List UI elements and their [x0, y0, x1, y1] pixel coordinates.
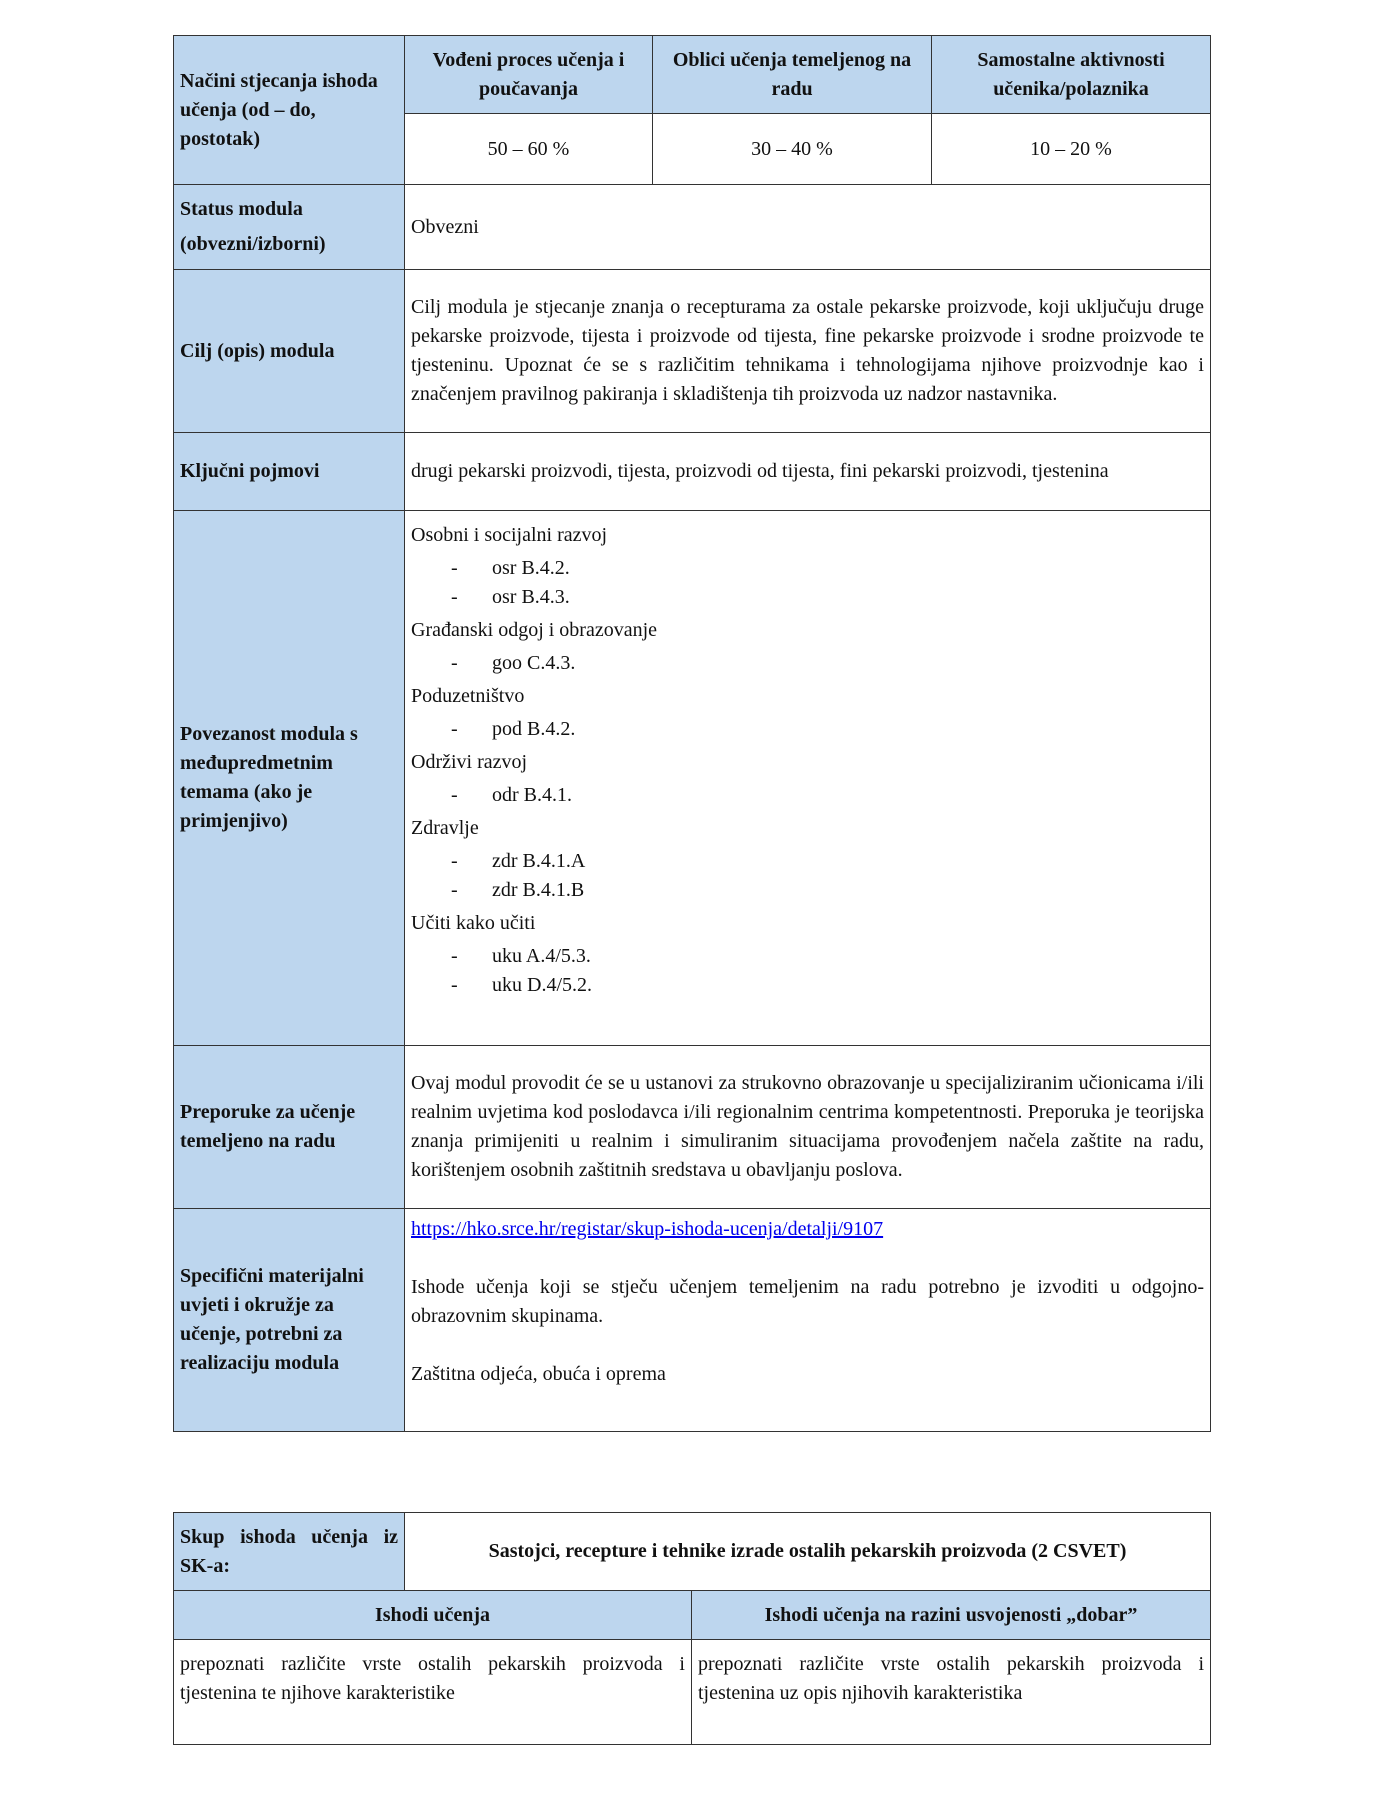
cross-curricular-group	[411, 521, 1204, 612]
keywords-value: drugi pekarski proizvodi, tijesta, proizvodi od tijesta, fini pekarski proizvodi, tjestenina	[405, 433, 1211, 511]
method-value-independent: 10 – 20 %	[932, 114, 1211, 185]
bullet-dash: -	[451, 879, 458, 901]
cross-curricular-value	[405, 511, 1211, 1046]
outcome-good-cell: prepoznati različite vrste ostalih pekarskih proizvoda i tjestenina uz opis njihovih karakteristika	[692, 1640, 1211, 1745]
bullet-dash: -	[451, 784, 458, 806]
bullet-dash: -	[451, 718, 458, 740]
group-item	[411, 942, 1204, 971]
group-item	[411, 971, 1204, 1000]
conditions-label: Specifični materijalni uvjeti i okružje za učenje, potrebni za realizaciju modula	[174, 1209, 405, 1432]
wbl-recommendations-label: Preporuke za učenje temeljeno na radu	[174, 1046, 405, 1209]
item-code: odr B.4.1.	[492, 784, 572, 806]
cross-curricular-group	[411, 814, 1204, 905]
methods-label: Načini stjecanja ishoda učenja (od – do, postotak)	[174, 36, 405, 185]
cross-curricular-group	[411, 748, 1204, 810]
item-code: zdr B.4.1.A	[492, 850, 586, 872]
item-code: pod B.4.2.	[492, 718, 576, 740]
method-header-guided: Vođeni proces učenja i poučavanja	[405, 36, 653, 114]
method-header-independent: Samostalne aktivnosti učenika/polaznika	[932, 36, 1211, 114]
outcomes-good-header: Ishodi učenja na razini usvojenosti „dobar”	[692, 1591, 1211, 1640]
group-title: Građanski odgoj i obrazovanje	[411, 619, 658, 641]
outcome-set-title: Sastojci, recepture i tehnike izrade ostalih pekarskih proizvoda (2 CSVET)	[405, 1513, 1211, 1591]
bullet-dash: -	[451, 586, 458, 608]
bullet-dash: -	[451, 974, 458, 996]
group-item	[411, 649, 1204, 678]
group-item	[411, 583, 1204, 612]
bullet-dash: -	[451, 945, 458, 967]
item-code: uku D.4/5.2.	[492, 974, 592, 996]
item-code: zdr B.4.1.B	[492, 879, 585, 901]
item-code: uku A.4/5.3.	[492, 945, 591, 967]
group-title: Zdravlje	[411, 817, 479, 839]
group-item	[411, 847, 1204, 876]
group-item	[411, 715, 1204, 744]
method-value-guided: 50 – 60 %	[405, 114, 653, 185]
conditions-value	[405, 1209, 1211, 1432]
group-item	[411, 554, 1204, 583]
bullet-dash: -	[451, 557, 458, 579]
conditions-paragraph: Ishode učenja koji se stječu učenjem temeljenim na radu potrebno je izvoditi u odgojno-obrazovnim skupinama.	[411, 1276, 1204, 1327]
cross-curricular-group	[411, 909, 1204, 1000]
group-title: Učiti kako učiti	[411, 912, 536, 934]
group-title: Poduzetništvo	[411, 685, 525, 707]
cross-curricular-group	[411, 682, 1204, 744]
group-title: Osobni i socijalni razvoj	[411, 524, 608, 546]
group-title: Održivi razvoj	[411, 751, 528, 773]
wbl-recommendations-value: Ovaj modul provodit će se u ustanovi za strukovno obrazovanje u specijaliziranim učionicama i/ili realnim uvjetima kod poslodavca i/ili regionalnim centrima kompetentnosti. Preporuka je teorijska znanja primijeniti u realnim i simuliranim situacijama provođenjem načela zaštite na radu, korištenjem osobnih zaštitnih sredstava u obavljanju poslova.	[405, 1046, 1211, 1209]
status-label: Status modula (obvezni/izborni)	[174, 185, 405, 270]
cross-curricular-label: Povezanost modula s međupredmetnim temama (ako je primjenjivo)	[174, 511, 405, 1046]
method-value-wbl: 30 – 40 %	[653, 114, 932, 185]
bullet-dash: -	[451, 652, 458, 674]
method-header-wbl: Oblici učenja temeljenog na radu	[653, 36, 932, 114]
item-code: osr B.4.2.	[492, 557, 570, 579]
item-code: goo C.4.3.	[492, 652, 576, 674]
outcomes-header: Ishodi učenja	[174, 1591, 692, 1640]
goal-value: Cilj modula je stjecanje znanja o recepturama za ostale pekarske proizvode, koji uključuju druge pekarske proizvode, tijesta i proizvode od tijesta, fine pekarske proizvode i srodne proizvode te tjesteninu. Upoznat će se s različitim tehnikama i tehnologijama njihove proizvodnje kao i značenjem pravilnog pakiranja i skladištenja tih proizvoda uz nadzor nastavnika.	[405, 270, 1211, 433]
keywords-label: Ključni pojmovi	[174, 433, 405, 511]
group-item	[411, 781, 1204, 810]
item-code: osr B.4.3.	[492, 586, 570, 608]
conditions-equipment: Zaštitna odjeća, obuća i oprema	[411, 1363, 666, 1385]
module-details-table	[173, 35, 1211, 1432]
registry-link[interactable]: https://hko.srce.hr/registar/skup-ishoda-ucenja/detalji/9107	[411, 1218, 884, 1240]
group-item	[411, 876, 1204, 905]
status-value: Obvezni	[405, 185, 1211, 270]
cross-curricular-groups	[411, 521, 1204, 1000]
learning-outcomes-table	[173, 1512, 1211, 1745]
outcome-set-label: Skup ishoda učenja iz SK-a:	[174, 1513, 405, 1591]
goal-label: Cilj (opis) modula	[174, 270, 405, 433]
outcome-cell: prepoznati različite vrste ostalih pekarskih proizvoda i tjestenina te njihove karakteristike	[174, 1640, 692, 1745]
cross-curricular-group	[411, 616, 1204, 678]
bullet-dash: -	[451, 850, 458, 872]
